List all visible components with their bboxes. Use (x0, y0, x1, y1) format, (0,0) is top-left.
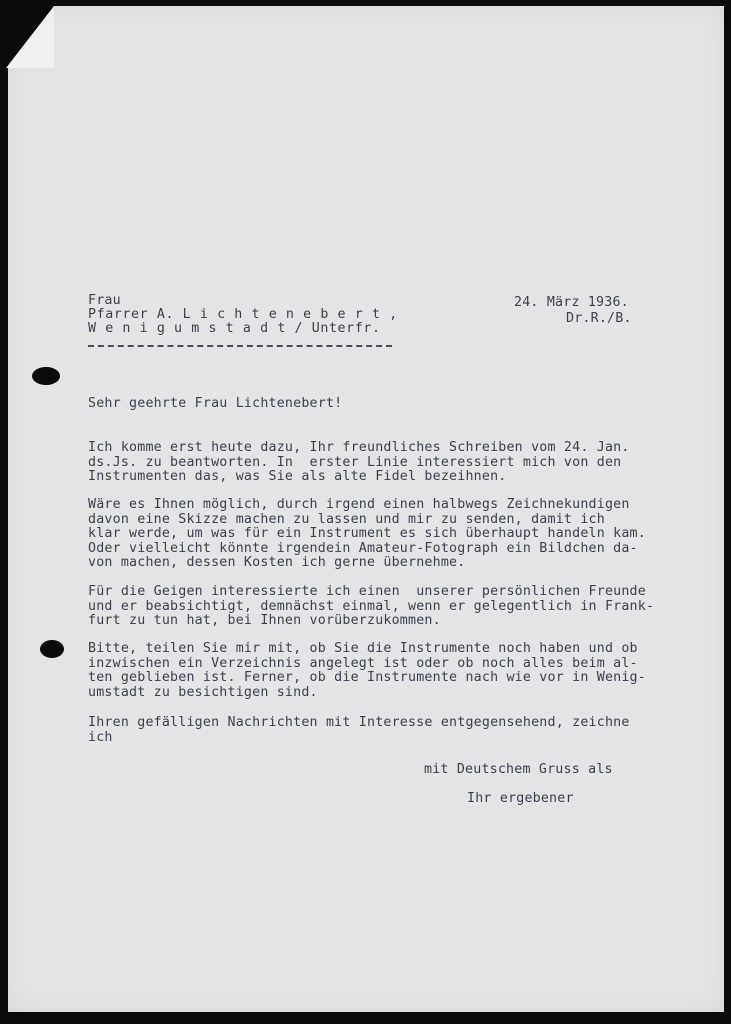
punch-hole-bottom (40, 640, 64, 658)
paragraph-line: klar werde, um was für ein Instrument es sich überhaupt handeln kam. (88, 526, 646, 541)
closing-line: mit Deutschem Gruss als (424, 762, 613, 777)
paragraph-line: von machen, dessen Kosten ich gerne übernehme. (88, 555, 466, 570)
paragraph-line: ds.Js. zu beantworten. In erster Linie interessiert mich von den (88, 454, 622, 470)
paragraph-line: umstadt zu besichtigen sind. (88, 684, 318, 700)
recipient-line-2: Pfarrer A. L i c h t e n e b e r t , (88, 307, 398, 322)
paragraph-line: furt zu tun hat, bei Ihnen vorüberzukommen. (88, 613, 441, 628)
punch-hole-top (32, 367, 60, 385)
folded-corner-shadow (6, 6, 54, 68)
salutation: Sehr geehrte Frau Lichtenebert! (88, 396, 343, 411)
paragraph-line: ich (88, 729, 113, 745)
paragraph-line: Oder vielleicht könnte irgendein Amateur-Fotograph ein Bildchen da- (88, 540, 638, 556)
paragraph-2 (88, 498, 646, 571)
paragraph-line: Ich komme erst heute dazu, Ihr freundliches Schreiben vom 24. Jan. (88, 440, 630, 455)
paragraph-line: Ihren gefälligen Nachrichten mit Interesse entgegensehend, zeichne (88, 715, 630, 730)
paragraph-line: inzwischen ein Verzeichnis angelegt ist oder ob noch alles beim al- (88, 655, 638, 671)
paragraph-line: und er beabsichtigt, demnächst einmal, wenn er gelegentlich in Frank- (88, 598, 655, 614)
recipient-line-3: W e n i g u m s t a d t / Unterfr. (88, 321, 381, 336)
paragraph-line: Instrumenten das, was Sie als alte Fidel bezeihnen. (88, 469, 507, 484)
paragraph-line: Für die Geigen interessierte ich einen unserer persönlichen Freunde (88, 584, 646, 599)
address-underline (88, 345, 392, 347)
paragraph-4 (88, 642, 646, 700)
paragraph-3 (88, 585, 654, 629)
paragraph-5 (88, 716, 630, 745)
letter-date: 24. März 1936. (514, 295, 629, 310)
paragraph-line: ten geblieben ist. Ferner, ob die Instrumente nach wie vor in Wenig- (88, 670, 646, 685)
paragraph-line: davon eine Skizze machen zu lassen und mir zu senden, damit ich (88, 511, 605, 527)
paragraph-line: Wäre es Ihnen möglich, durch irgend einen halbwegs Zeichnekundigen (88, 497, 630, 512)
reference-code: Dr.R./B. (566, 311, 632, 326)
recipient-line-1: Frau (88, 293, 121, 308)
paragraph-1 (88, 441, 630, 485)
signoff-line: Ihr ergebener (467, 791, 574, 806)
paragraph-line: Bitte, teilen Sie mir mit, ob Sie die Instrumente noch haben und ob (88, 641, 638, 656)
